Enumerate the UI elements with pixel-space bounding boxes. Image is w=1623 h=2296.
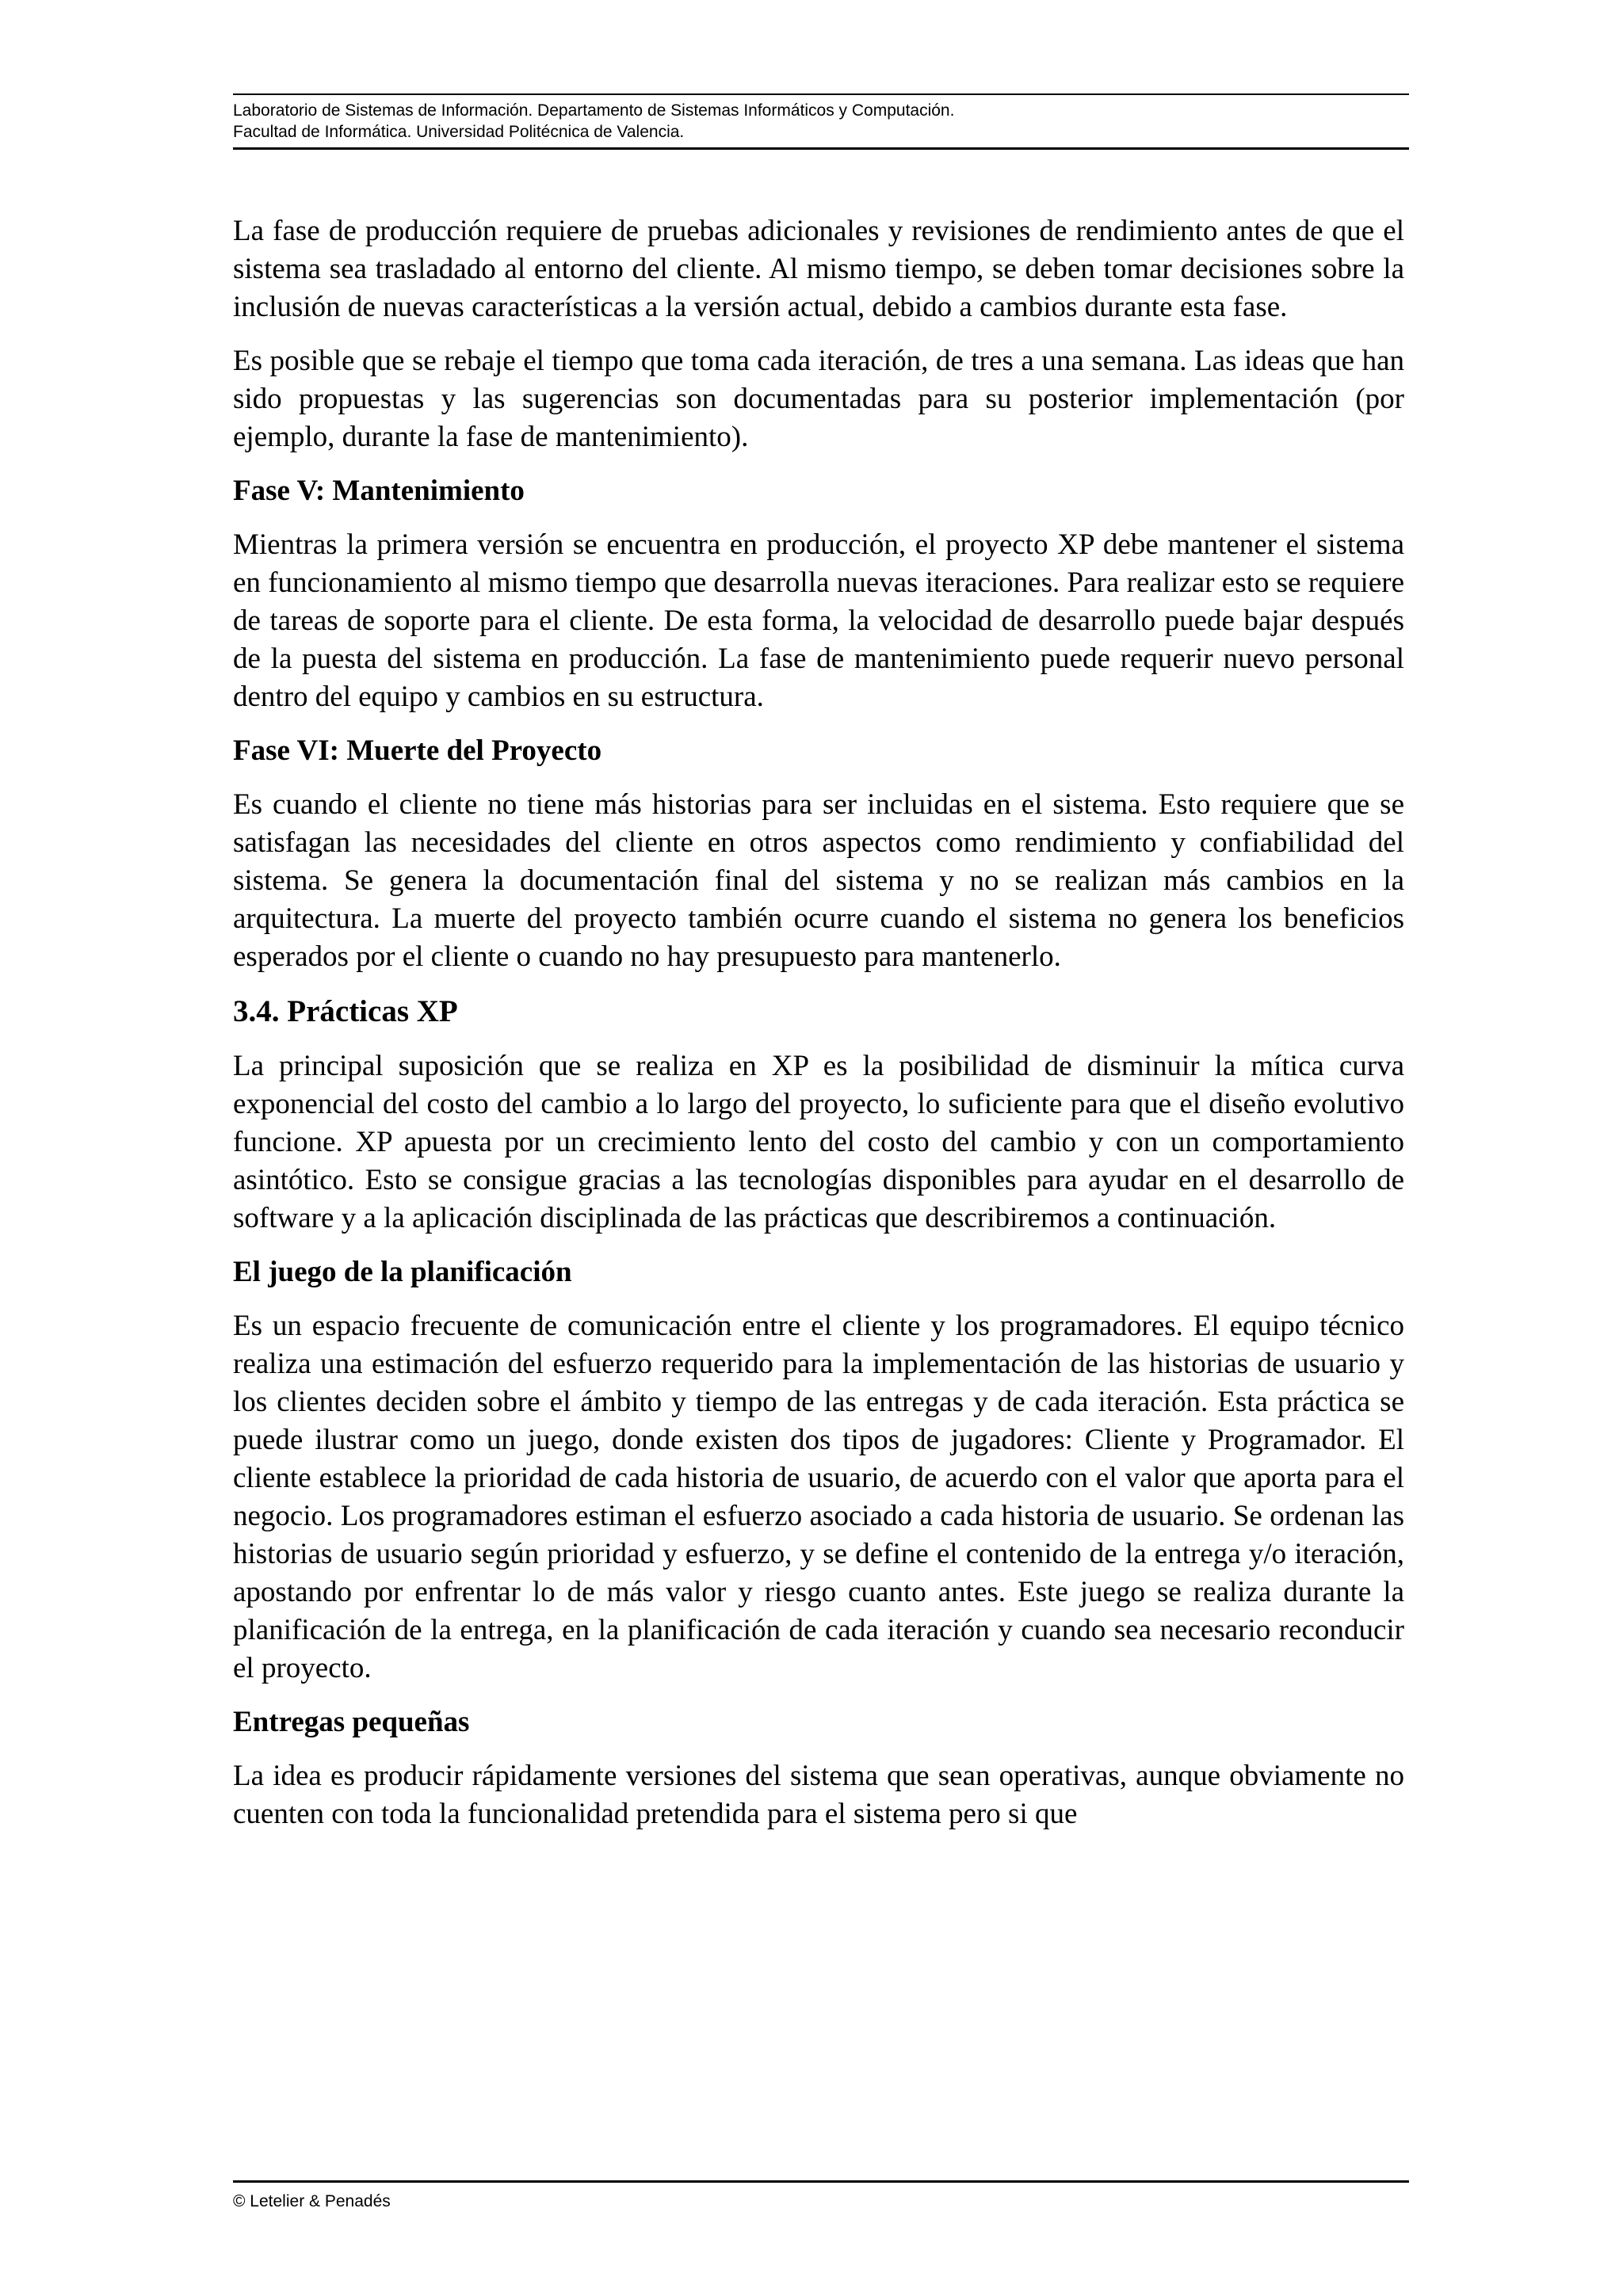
page-header (233, 93, 1409, 150)
page-content (233, 212, 1404, 1849)
header-text (233, 95, 1409, 147)
paragraph-muerte-proyecto: Es cuando el cliente no tiene más historias para ser incluidas en el sistema. Esto requiere que se satisfagan las necesidades del cliente en otros aspectos como rendimiento y confiabilidad del sistema. Se genera la documentación final del sistema y no se realizan más cambios en la arquitectura. La muerte del proyecto también ocurre cuando el sistema no genera los beneficios esperados por el cliente o cuando no hay presupuesto para mantenerlo. (233, 788, 1404, 973)
paragraph-produccion: La fase de producción requiere de pruebas adicionales y revisiones de rendimiento antes de que el sistema sea trasladado al entorno del cliente. Al mismo tiempo, se deben tomar decisiones sobre la inclusión de nuevas características a la versión actual, debido a cambios durante esta fase. (233, 215, 1404, 323)
header-line-1: Laboratorio de Sistemas de Información. Departamento de Sistemas Informáticos y Computación. (233, 101, 955, 120)
heading-juego-planificacion: El juego de la planificación (233, 1256, 572, 1288)
heading-entregas-pequenas: Entregas pequeñas (233, 1706, 470, 1738)
page-footer (233, 2180, 1409, 2212)
header-rule-bottom (233, 147, 1409, 150)
heading-practicas-xp: 3.4. Prácticas XP (233, 994, 458, 1028)
footer-copyright: © Letelier & Penadés (233, 2192, 391, 2210)
paragraph-iteracion: Es posible que se rebaje el tiempo que toma cada iteración, de tres a una semana. Las ideas que han sido propuestas y las sugerencias son documentadas para su posterior implementación (por ejemplo, durante la fase de mantenimiento). (233, 345, 1404, 453)
heading-fase-vi: Fase VI: Muerte del Proyecto (233, 734, 602, 767)
header-line-2: Facultad de Informática. Universidad Politécnica de Valencia. (233, 123, 685, 141)
paragraph-mantenimiento: Mientras la primera versión se encuentra en producción, el proyecto XP debe mantener el sistema en funcionamiento al mismo tiempo que desarrolla nuevas iteraciones. Para realizar esto se requiere de tareas de soporte para el cliente. De esta forma, la velocidad de desarrollo puede bajar después de la puesta del sistema en producción. La fase de mantenimiento puede requerir nuevo personal dentro del equipo y cambios en su estructura. (233, 528, 1404, 713)
paragraph-practicas: La principal suposición que se realiza en XP es la posibilidad de disminuir la mítica curva exponencial del costo del cambio a lo largo del proyecto, lo suficiente para que el diseño evolutivo funcione. XP apuesta por un crecimiento lento del costo del cambio y con un comportamiento asintótico. Esto se consigue gracias a las tecnologías disponibles para ayudar en el desarrollo de software y a la aplicación disciplinada de las prácticas que describiremos a continuación. (233, 1050, 1404, 1234)
heading-fase-v: Fase V: Mantenimiento (233, 475, 525, 507)
paragraph-juego-planificacion: Es un espacio frecuente de comunicación entre el cliente y los programadores. El equipo técnico realiza una estimación del esfuerzo requerido para la implementación de las historias de usuario y los clientes deciden sobre el ámbito y tiempo de las entregas y de cada iteración. Esta práctica se puede ilustrar como un juego, donde existen dos tipos de jugadores: Cliente y Programador. El cliente establece la prioridad de cada historia de usuario, de acuerdo con el valor que aporta para el negocio. Los programadores estiman el esfuerzo asociado a cada historia de usuario. Se ordenan las historias de usuario según prioridad y esfuerzo, y se define el contenido de la entrega y/o iteración, apostando por enfrentar lo de más valor y riesgo cuanto antes. Este juego se realiza durante la planificación de la entrega, en la planificación de cada iteración y cuando sea necesario reconducir el proyecto. (233, 1310, 1404, 1684)
paragraph-entregas-pequenas: La idea es producir rápidamente versiones del sistema que sean operativas, aunque obviamente no cuenten con toda la funcionalidad pretendida para el sistema pero si que (233, 1760, 1404, 1830)
